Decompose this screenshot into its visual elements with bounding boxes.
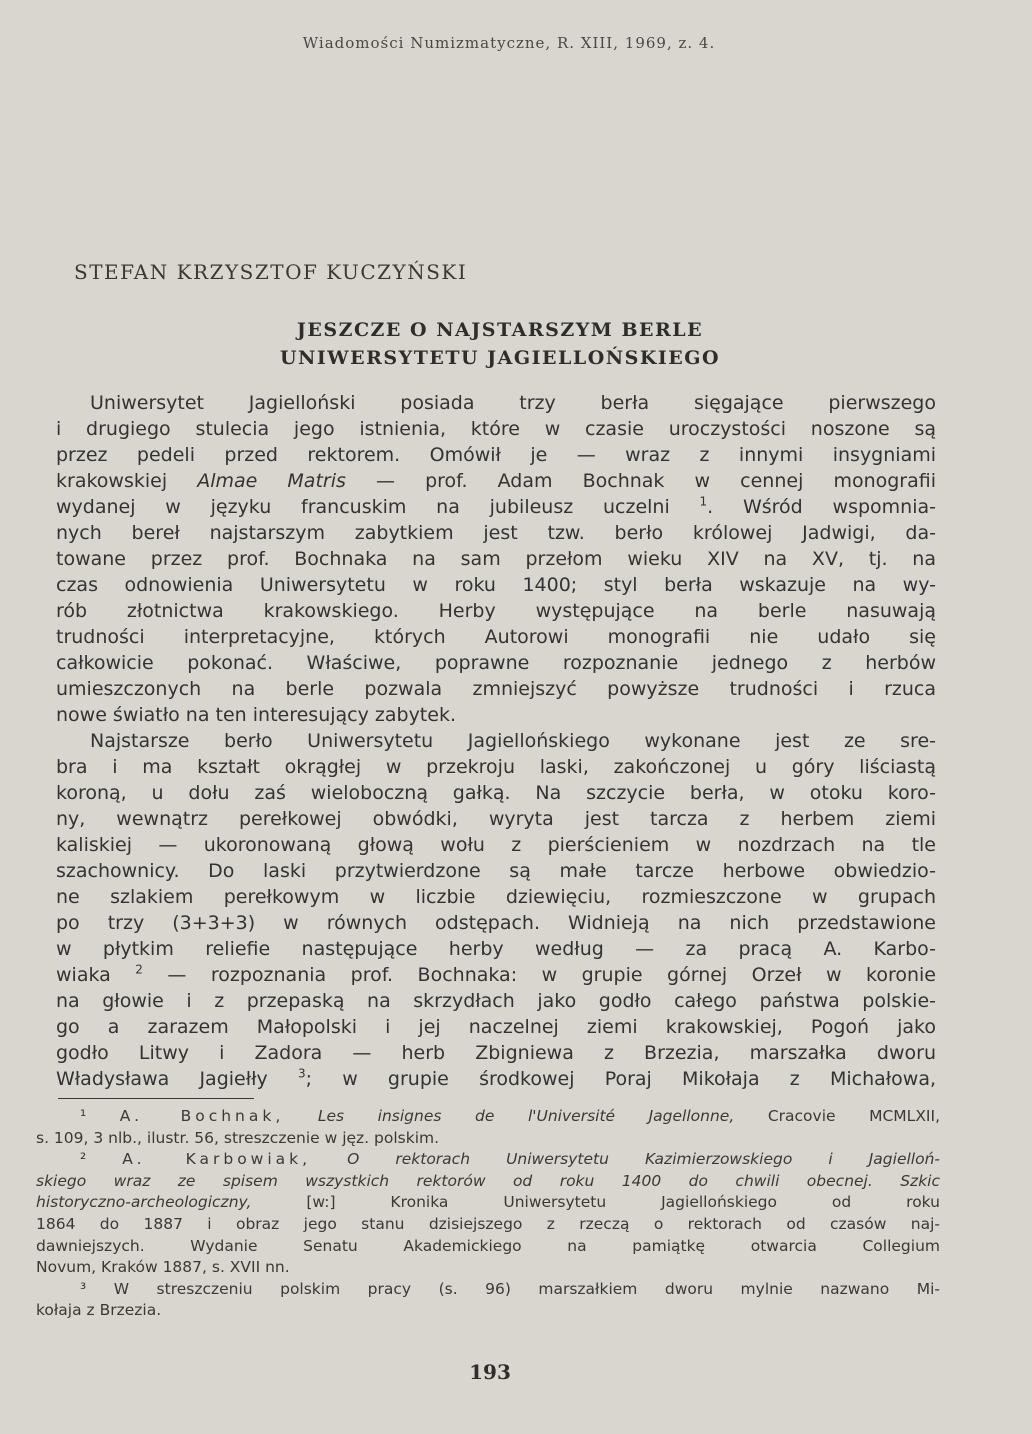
body-line: ne szlakiem perełkowym w liczbie dziewięciu, rozmieszczone w grupach <box>56 886 936 908</box>
footnote-number: ¹ <box>80 1107 87 1125</box>
footnote-ref-1: 1 <box>699 494 708 509</box>
footnote-line: s. 109, 3 nlb., ilustr. 56, streszczenie w jęz. polskim. <box>36 1128 440 1147</box>
footnote-2 <box>36 1149 940 1171</box>
footnote-line <box>36 1192 940 1214</box>
body-line: przez pedeli przed rektorem. Omówił je — wraz z innymi insygniami <box>56 444 936 466</box>
footnote-text: Cracovie MCMLXII, <box>734 1107 940 1125</box>
body-line: koroną, u dołu zaś wieloboczną gałką. Na szczycie berła, w otoku koro- <box>56 782 936 804</box>
footnote-line: kołaja z Brzezia. <box>36 1301 162 1320</box>
emphasis-almae-matris: Almae Matris <box>197 470 346 492</box>
body-text: . Wśród wspomnia- <box>707 496 936 518</box>
body-line <box>56 468 936 494</box>
body-text: krakowskiej <box>56 470 198 492</box>
footnote-divider <box>58 1098 254 1099</box>
footnote-3 <box>36 1279 940 1301</box>
footnote-title: skiego wraz ze spisem wszystkich rektorów od roku 1400 do chwili obecnej. Szkic <box>36 1171 940 1190</box>
page-number: 193 <box>469 1360 511 1384</box>
footnote-title: O rektorach Uniwersytetu Kazimierzowskiego i Jagielloń- <box>311 1150 940 1169</box>
body-line: szachownicy. Do laski przytwierdzone są małe tarcze herbowe obwiedzio- <box>56 860 936 882</box>
footnote-1 <box>36 1106 940 1128</box>
body-line: na głowie i z przepaską na skrzydłach jako godło całego państwa polskie- <box>56 990 936 1012</box>
body-line: umieszczonych na berle pozwala zmniejszyć powyższe trudności i rzuca <box>56 678 936 700</box>
body-line: czas odnowienia Uniwersytetu w roku 1400; styl berła wskazuje na wy- <box>56 574 936 596</box>
footnote-number: ³ <box>80 1279 87 1298</box>
footnote-author: A. Bochnak, <box>119 1107 285 1125</box>
body-line: towane przez prof. Bochnaka na sam przełom wieku XIV na XV, tj. na <box>56 548 936 570</box>
title-line-1: JESZCZE O NAJSTARSZYM BERLE <box>296 319 704 341</box>
body-line: nowe światło na ten interesujący zabytek. <box>56 704 456 726</box>
body-line: go a zarazem Małopolski i jej naczelnej ziemi krakowskiej, Pogoń jako <box>56 1016 936 1038</box>
body-line: nych bereł najstarszym zabytkiem jest tzw. berło królowej Jadwigi, da- <box>56 522 936 544</box>
footnote-number: ² <box>80 1150 87 1169</box>
footnote-text: [w:] Kronika Uniwersytetu Jagiellońskiego od roku <box>251 1193 940 1212</box>
footnote-title: Les insignes de l'Université Jagellonne, <box>317 1107 735 1125</box>
running-head: Wiadomości Numizmatyczne, R. XIII, 1969, z. 4. <box>302 34 716 52</box>
body-line: po trzy (3+3+3) w równych odstępach. Widnieją na nich przedstawione <box>56 912 936 934</box>
body-line: trudności interpretacyjne, których Autorowi monografii nie udało się <box>56 626 936 648</box>
body-line: rób złotnictwa krakowskiego. Herby występujące na berle nasuwają <box>56 600 936 622</box>
footnote-ref-3: 3 <box>297 1066 306 1081</box>
body-line: w płytkim reliefie następujące herby według — za pracą A. Karbo- <box>56 938 936 960</box>
body-line: bra i ma kształt okrągłej w przekroju laski, zakończonej u góry liściastą <box>56 756 936 778</box>
body-line: Najstarsze berło Uniwersytetu Jagiellońskiego wykonane jest ze sre- <box>90 730 936 752</box>
body-line: godło Litwy i Zadora — herb Zbigniewa z Brzezia, marszałka dworu <box>56 1042 936 1064</box>
body-line: ny, wewnątrz perełkowej obwódki, wyryta jest tarcza z herbem ziemi <box>56 808 936 830</box>
article-body <box>56 390 936 1092</box>
article-title <box>0 316 1000 372</box>
body-text: wydanej w języku francuskim na jubileusz uczelni <box>56 496 700 518</box>
body-text: Władysława Jagiełły <box>56 1068 298 1090</box>
footnote-author: A. Karbowiak, <box>122 1150 312 1169</box>
footnote-ref-2: 2 <box>135 962 143 977</box>
body-text: — rozpoznania prof. Bochnaka: w grupie górnej Orzeł w koronie <box>142 964 936 986</box>
footnote-title: historyczno-archeologiczny, <box>36 1193 252 1212</box>
footnotes <box>36 1106 940 1322</box>
body-line: Uniwersytet Jagielloński posiada trzy berła sięgające pierwszego <box>90 392 936 414</box>
body-line: kaliskiej — ukoronowaną głową wołu z pierścieniem w nozdrzach na tle <box>56 834 936 856</box>
body-text: wiaka <box>56 964 136 986</box>
body-line: i drugiego stulecia jego istnienia, które w czasie uroczystości noszone są <box>56 418 936 440</box>
author-name: STEFAN KRZYSZTOF KUCZYŃSKI <box>74 260 468 284</box>
body-line: całkowicie pokonać. Właściwe, poprawne rozpoznanie jednego z herbów <box>56 652 936 674</box>
body-text: ; w grupie środkowej Poraj Mikołaja z Michałowa, <box>305 1068 936 1090</box>
footnote-line: 1864 do 1887 i obraz jego stanu dzisiejszego z rzeczą o rektorach od czasów naj- <box>36 1214 940 1233</box>
title-line-2: UNIWERSYTETU JAGIELLOŃSKIEGO <box>279 347 720 369</box>
body-line <box>56 962 936 988</box>
body-line <box>56 1066 936 1092</box>
footnote-line: Novum, Kraków 1887, s. XVII nn. <box>36 1258 290 1277</box>
body-text: — prof. Adam Bochnak w cennej monografii <box>345 470 936 492</box>
footnote-text: W streszczeniu polskim pracy (s. 96) marszałkiem dworu mylnie nazwano Mi- <box>113 1279 940 1298</box>
footnote-line <box>36 1171 940 1193</box>
body-line <box>56 494 936 520</box>
footnote-line: dawniejszych. Wydanie Senatu Akademickiego na pamiątkę otwarcia Collegium <box>36 1236 940 1255</box>
